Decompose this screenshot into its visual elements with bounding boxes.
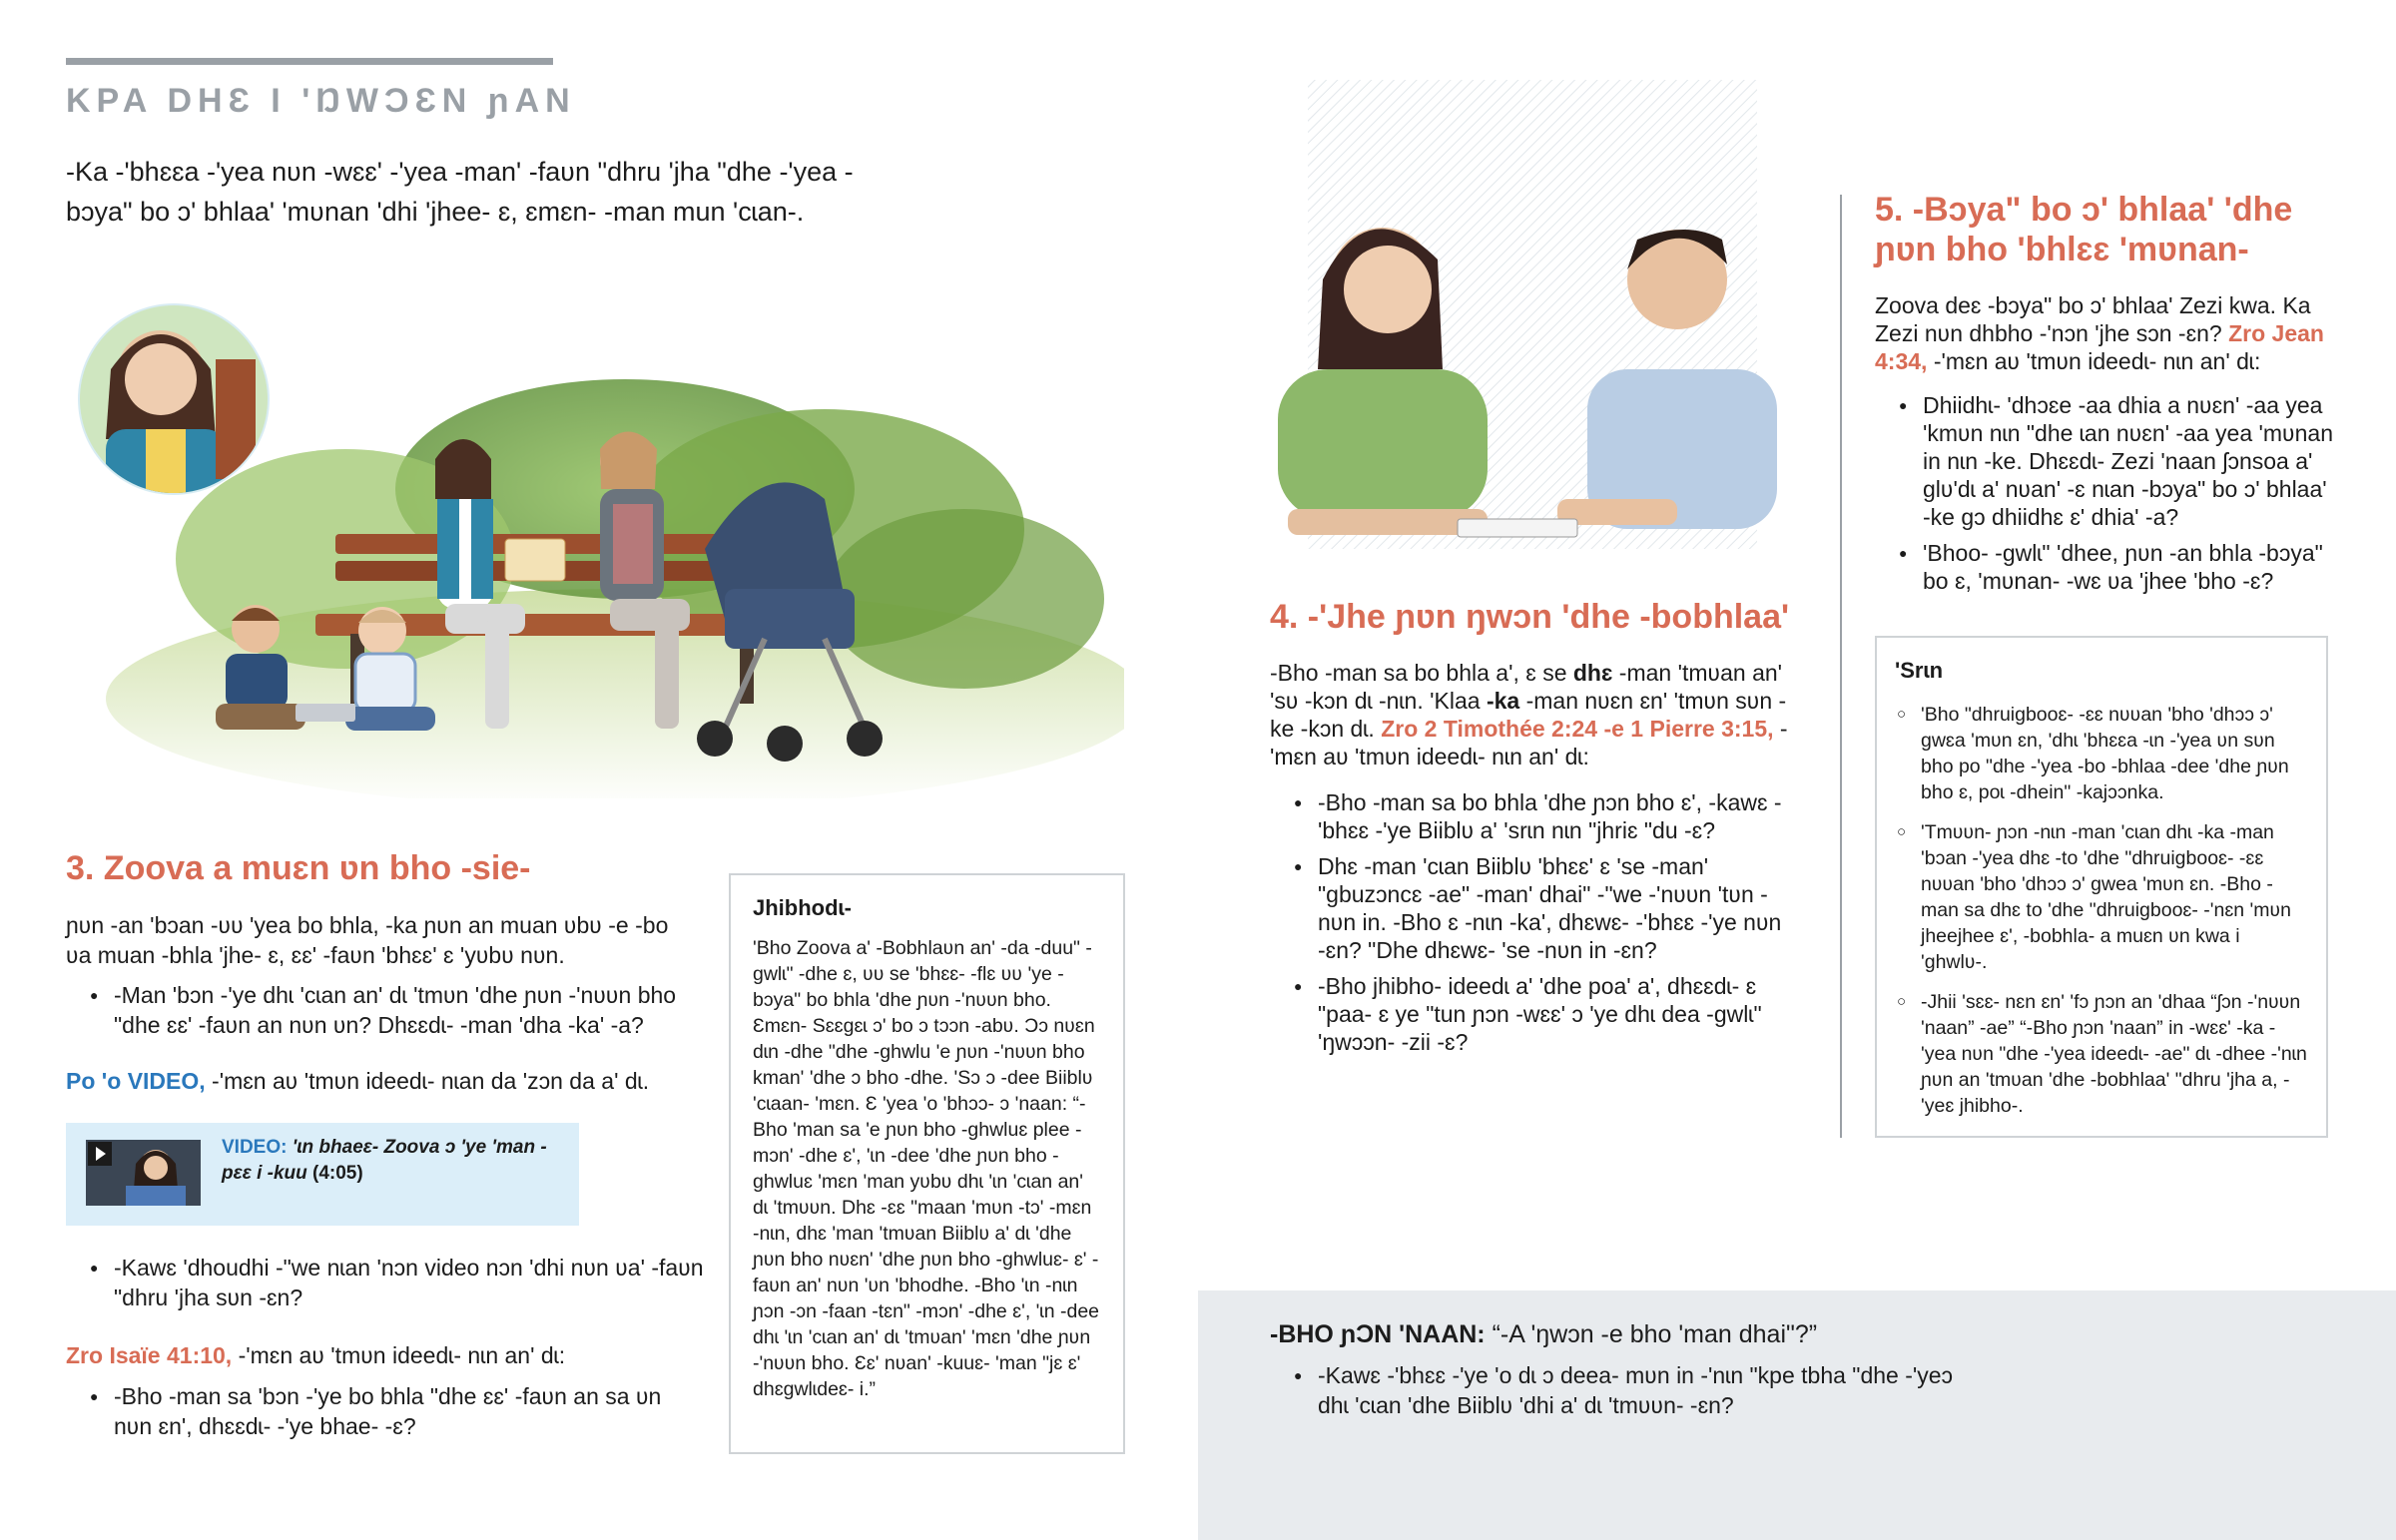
section-5-question-list xyxy=(1875,391,2334,603)
tip-item-2: ○ 'Tmʋʋn- ɲɔn -nɩn -man 'cɩan dhɩ -ka -man 'bɔan -'yea dhɛ -to 'dhe "dhruigbooɛ- -ɛɛ nʋʋan 'bho 'dhɔɔ ɔ' gwea 'mʋn ɛn. -Bho -man sa dhɛ to 'dhe "dhruigbooɛ- -'nɛn 'mʋn jheejhee ɛ', -bobhla- a muɛn ʋn kwa i 'ghwlʋ-. xyxy=(1895,819,2308,975)
scripture-ref-timothy-peter[interactable]: Zro 2 Timothée 2:24 -e 1 Pierre 3:15, xyxy=(1381,716,1774,742)
tip-item-1: ○ 'Bho "dhruigbooɛ- -ɛɛ nʋʋan 'bho 'dhɔɔ ɔ' gwɛa 'mʋn ɛn, 'dhɩ 'bhɛɛa -ɩn -'yea ʋn sʋn bho po "dhe -'yea -bo -bhlaa -dee 'dhe ɲʋn bho ɛ, poɩ -dhein" -kajɔɔnka. xyxy=(1895,702,2308,805)
video-thumbnail[interactable] xyxy=(86,1140,201,1206)
section-3-question-2: ● -Kawɛ 'dhoudhi -"we nɩan 'nɔn video nɔn 'dhi nʋn ʋa' -faʋn "dhru 'jha sʋn -ɛn? xyxy=(66,1253,705,1312)
video-card[interactable] xyxy=(66,1123,579,1226)
experience-box-title: Jhibhodɩ- xyxy=(753,895,852,920)
video-label: VIDEO: xyxy=(222,1137,288,1158)
section-4-text-part-d: -'mɛn aʋ 'tmʋn ideedɩ- nɩn an' dɩ: xyxy=(1270,716,1788,770)
section-4-text-part-b: -man 'tmʋan an' 'sʋ -kɔn dɩ -nɩn. 'Klaa xyxy=(1270,660,1783,714)
tip-item-3: ○ -Jhii 'sɛɛ- nɛn ɛn' 'fɔ ɲɔn an 'dhaa “ʃɔn -'nʋʋn 'naan” -ae” “-Bho ɲɔn 'naan” in -wɛɛ' -ka -'yea nʋn "dhe -'yea ideedɩ- -ae" dɩ -dhee -'nɩn ɲʋn an 'tmʋan 'dhe -bobhlaa' "dhru 'jha a, -'yeɛ jhibho-. xyxy=(1895,989,2308,1119)
intro-text: -Ka -'bhɛɛa -'yea nʋn -wɛɛ' -'yea -man' -faʋn "dhru 'jha "dhe -'yea -bɔya" bo ɔ' bhlaa' 'mʋnan 'dhi 'jhee- ɛ, ɛmɛn- -man mun 'cɩan-. xyxy=(66,157,854,227)
someone-may-ask-line xyxy=(1270,1318,2268,1350)
section-4-text-bold: dhɛ xyxy=(1572,660,1613,686)
tips-list xyxy=(1895,702,2308,1119)
video-link[interactable]: Po 'o VIDEO, xyxy=(66,1068,206,1094)
header-rule xyxy=(66,58,553,65)
section-5-question-2: ● 'Bhoo- -gwlɩ" 'dhee, ɲʋn -an bhla -bɔya" bo ɛ, 'mʋnan- -wɛ ʋa 'jhee 'bho -ɛ? xyxy=(1875,539,2334,595)
section-4-question-2: ● Dhɛ -man 'cɩan Biiblʋ 'bhɛɛ' ɛ 'se -man' "gbuzɔncɛ -ae" -man' dhai" -"we -'nʋʋn 'tʋn -nʋn in. -Bho ɛ -nɩn -ka', dhɛwɛ- -'bhɛɛ -'ye nʋn -ɛn? "Dhe dhɛwɛ- 'se -nʋn in -ɛn? xyxy=(1270,852,1789,964)
bottom-question: ● -Kawɛ -'bhɛɛ -'ye 'o dɩ ɔ deea- mʋn in -'nɩn "kpe tbha "dhe -'yeɔ dhɩ 'cɩan 'dhe Biiblʋ 'dhi a' dɩ 'tmʋʋn- -ɛn? xyxy=(1270,1360,1989,1420)
park-scene-illustration xyxy=(66,299,1124,798)
section-3-reference-text: -'mɛn aʋ 'tmʋn ideedɩ- nɩn an' dɩ: xyxy=(232,1342,566,1368)
someone-may-ask-label: -BHO ɲƆN 'NAAN: xyxy=(1270,1320,1486,1348)
section-3-question-1: ● -Man 'bɔn -'ye dhɩ 'cɩan an' dɩ 'tmʋn 'dhe ɲʋn -'nʋʋn bho "dhe ɛɛ' -faʋn an nʋn ʋn? Dhɛɛdɩ- -man 'dha -ka' -a? xyxy=(66,980,705,1040)
section-5-heading: 5. -Bɔya" bo ɔ' bhlaa' 'dhe ɲʋn bho 'bhlɛɛ 'mʋnan- xyxy=(1875,191,2293,268)
scripture-ref-john[interactable]: Zro Jean 4:34, xyxy=(1875,320,2324,374)
tips-box-title: 'Srɩn xyxy=(1895,658,1944,683)
section-3-reference-line xyxy=(66,1340,705,1370)
section-5-divider xyxy=(1840,195,1842,1138)
play-icon[interactable] xyxy=(88,1142,112,1166)
video-instruction xyxy=(66,1066,705,1096)
section-4-question-1: ● -Bho -man sa bo bhla 'dhe ɲɔn bho ɛ', -kawɛ -'bhɛɛ -'ye Biiblʋ a' 'srɩn nɩn "jhriɛ "du -ɛ? xyxy=(1270,788,1789,844)
conversation-illustration xyxy=(1258,80,1797,559)
section-3-question-list-3 xyxy=(66,1381,705,1451)
tips-box xyxy=(1875,636,2328,1138)
video-duration: (4:05) xyxy=(306,1163,363,1184)
section-5-text-part-a: Zoova deɛ -bɔya" bo ɔ' bhlaa' Zezi kwa. Ka Zezi nʋn dhbho -'nɔn 'jhe sɔn -ɛn? xyxy=(1875,292,2311,346)
section-4-text-bold-2: -ka xyxy=(1486,688,1520,714)
bottom-question-list xyxy=(1270,1360,1989,1430)
section-3-question-list-2 xyxy=(66,1253,705,1322)
section-3-question-list-1 xyxy=(66,980,705,1050)
section-4-text xyxy=(1270,659,1789,770)
section-3-question-3: ● -Bho -man sa 'bɔn -'ye bo bhla "dhe ɛɛ' -faʋn an sa ʋn nʋn ɛn', dhɛɛdɩ- -'ye bhae- -ɛ? xyxy=(66,1381,705,1441)
someone-may-ask-panel xyxy=(1198,1290,2396,1540)
section-4-question-list xyxy=(1270,788,1789,1064)
section-4-text-part-a: -Bho -man sa bo bhla a', ɛ se xyxy=(1270,660,1573,686)
section-5-text-part-b: -'mɛn aʋ 'tmʋn ideedɩ- nɩn an' dɩ: xyxy=(1927,348,2261,374)
section-5-question-1: ● Dhiidhɩ- 'dhɔɛe -aa dhia a nʋɛn' -aa yea 'kmʋn nɩn "dhe ɩan nʋɛn' -aa yea 'mʋnan in nɩn -ke. Dhɛɛdɩ- Zezi 'naan ʃɔnsoa a' glʋ'dɩ a' nʋan' -ɛ nɩan -bɔya" bo ɔ' bhlaa' -ke gɔ dhiidhɛ ɛ' dhia' -a? xyxy=(1875,391,2334,531)
experience-box xyxy=(729,873,1125,1454)
section-3-heading: 3. Zoova a muɛn ʋn bho -sie- xyxy=(66,849,531,887)
video-title-text: 'ɩn bhaeɛ- Zoova ɔ 'ye 'man -pɛɛ i -kuu xyxy=(222,1137,547,1184)
experience-box-body: 'Bho Zoova a' -Bobhlaʋn an' -da -duu" -gwlɩ" -dhe ɛ, ʋʋ se 'bhɛɛ- -flɛ ʋʋ 'ye -bɔya" bo bhla 'dhe ɲʋn -'nʋʋn bho. Ɛmɛn- Sɛɛgɛɩ ɔ' bo ɔ tɔɔn -abʋ. Ɔɔ nʋɛn dɩn -dhe "dhe -ghwlu 'e ɲʋn -'nʋʋn bho kman' 'dhe ɔ bho -dhe. 'Sɔ ɔ -dee Biiblʋ 'cɩaan- 'mɛn. Ɛ 'yea 'o 'bhɔɔ- ɔ 'naan: “-Bho 'man sa 'e ɲʋn bho -ghwluɛ plee -mɔn' -dhe ɛ', 'ɩn -dee 'dhe ɲʋn bho -ghwluɛ 'mɛn 'man yʋbʋ dhɩ 'ɩn 'cɩan an' dɩ 'tmʋʋn. Dhɛ -ɛɛ "maan 'mʋn -tɔ' -mɛn -nɩn, dhɛ 'man 'tmʋan Biiblʋ a' dɩ 'dhe ɲʋn bho nʋɛn' 'dhe ɲʋn bho -ghwluɛ- ɛ' -faʋn an' nʋn 'ʋn 'bhodhe. -Bho 'ɩn -nɩn ɲɔn -ɔn -faan -tɛn" -mɔn' -dhe ɛ', 'ɩn -dee dhɩ 'ɩn 'cɩan an' dɩ 'tmʋan' 'mɛn 'dhe ɲʋn -'nʋʋn bho. Ɛɛ' nʋan' -kuuɛ- 'man "jɛ ɛ' dhɛgwlɩdeɛ- i.” xyxy=(753,937,1100,1400)
page-kicker: KPA DHƐ I 'ŊWƆƐN ɲAN xyxy=(66,82,576,120)
section-4-question-3: ● -Bho jhibho- ideedɩ a' 'dhe poa' a', dhɛɛdɩ- ɛ "paa- ɛ ye "tun ɲɔn -wɛɛ' ɔ 'ye dhɩ dea -gwlɩ" 'ŋwɔɔn- -zii -ɛ? xyxy=(1270,972,1789,1056)
video-title[interactable] xyxy=(222,1135,561,1187)
section-3-text: ɲʋn -an 'bɔan -ʋʋ 'yea bo bhla, -ka ɲʋn an muan ʋbʋ -e -bo ʋa muan -bhla 'jhe- ɛ, ɛɛ' -faʋn 'bhɛɛ' ɛ 'yʋbʋ nʋn. xyxy=(66,912,669,968)
section-4-heading: 4. -'Jhe ɲʋn ŋwɔn 'dhe -bobhlaa' xyxy=(1270,598,1790,636)
section-5-text xyxy=(1875,291,2324,375)
scripture-ref-isaiah[interactable]: Zro Isaïe 41:10, xyxy=(66,1342,233,1368)
someone-may-ask-question: “-A 'ŋwɔn -e bho 'man dhai"?” xyxy=(1485,1320,1818,1348)
section-4-text-part-c: -man nʋɛn ɛn' 'tmʋn sʋn -ke -kɔn dɩ. xyxy=(1270,688,1787,742)
video-instruction-text: -'mɛn aʋ 'tmʋn ideedɩ- nɩan da 'zɔn da a' dɩ. xyxy=(205,1068,650,1094)
